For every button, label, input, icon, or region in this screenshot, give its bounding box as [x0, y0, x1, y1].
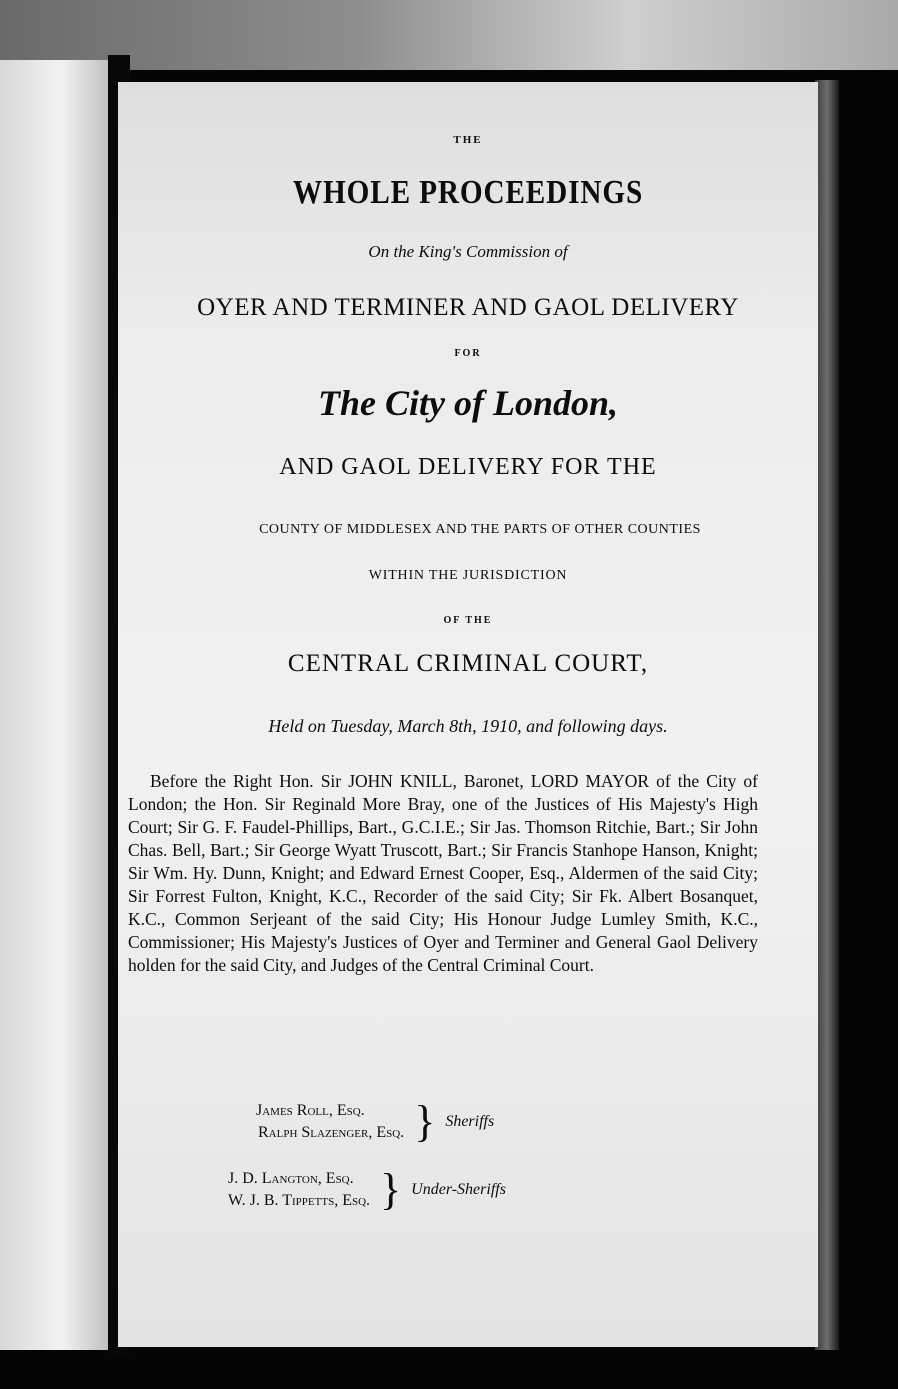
scan-top-strip	[0, 0, 898, 70]
court-line: CENTRAL CRIMINAL COURT,	[287, 650, 649, 677]
facing-page-edge	[0, 60, 112, 1350]
under-sheriff-names	[228, 1168, 370, 1212]
city-of-london-line: The City of London,	[317, 383, 618, 423]
under-sheriffs-brace: }	[380, 1165, 402, 1214]
main-title: WHOLE PROCEEDINGS	[292, 174, 644, 211]
officers-block	[118, 1097, 818, 1220]
under-sheriffs-role: Under-Sheriffs	[411, 1181, 506, 1198]
county-line: COUNTY OF MIDDLESEX AND THE PARTS OF OTHER COUNTIES	[259, 522, 701, 537]
jurisdiction-line: WITHIN THE JURISDICTION	[368, 568, 568, 583]
page-edge-stack	[815, 80, 839, 1350]
under-sheriffs-group	[228, 1165, 506, 1214]
justices-paragraph: Before the Right Hon. Sir JOHN KNILL, Baronet, LORD MAYOR of the City of London; the Hon. Sir Reginald More Bray, one of the Justices of His Majesty's High Court; Sir G. F. Faudel-Phillips, Bart., G.C.I.E.; Sir Jas. Thomson Ritchie, Bart.; Sir John Chas. Bell, Bart.; Sir George Wyatt Truscott, Bart.; Sir Francis Stanhope Hanson, Knight; Sir Wm. Hy. Dunn, Knight; and Edward Ernest Cooper, Esq., Aldermen of the said City; Sir Forrest Fulton, Knight, K.C., Recorder of the said City; Sir Fk. Albert Bosanquet, K.C., Common Serjeant of the said City; His Honour Judge Lumley Smith, K.C., Commissioner; His Majesty's Justices of Oyer and Terminer and General Gaol Delivery holden for the said City, and Judges of the Central Criminal Court.	[128, 771, 758, 975]
sheriff-names	[256, 1100, 404, 1144]
under-sheriff-name: W. J. B. Tippetts, Esq.	[228, 1192, 371, 1209]
title-page	[118, 82, 818, 1347]
of-the-line: OF THE	[443, 615, 493, 626]
under-sheriff-name: J. D. Langton, Esq.	[228, 1170, 354, 1187]
held-date-line: Held on Tuesday, March 8th, 1910, and following days.	[268, 716, 668, 736]
gaol-delivery-line: AND GAOL DELIVERY FOR THE	[279, 454, 657, 480]
sheriffs-brace: }	[414, 1097, 436, 1146]
commission-line: On the King's Commission of	[368, 242, 568, 261]
sheriffs-group	[256, 1097, 495, 1146]
sheriffs-role: Sheriffs	[445, 1113, 495, 1130]
heading-the: THE	[453, 134, 483, 146]
oyer-terminer-line: OYER AND TERMINER AND GAOL DELIVERY	[197, 294, 739, 321]
for-line: FOR	[454, 348, 482, 359]
sheriff-name: James Roll, Esq.	[256, 1102, 365, 1119]
sheriff-name: Ralph Slazenger, Esq.	[258, 1124, 405, 1141]
